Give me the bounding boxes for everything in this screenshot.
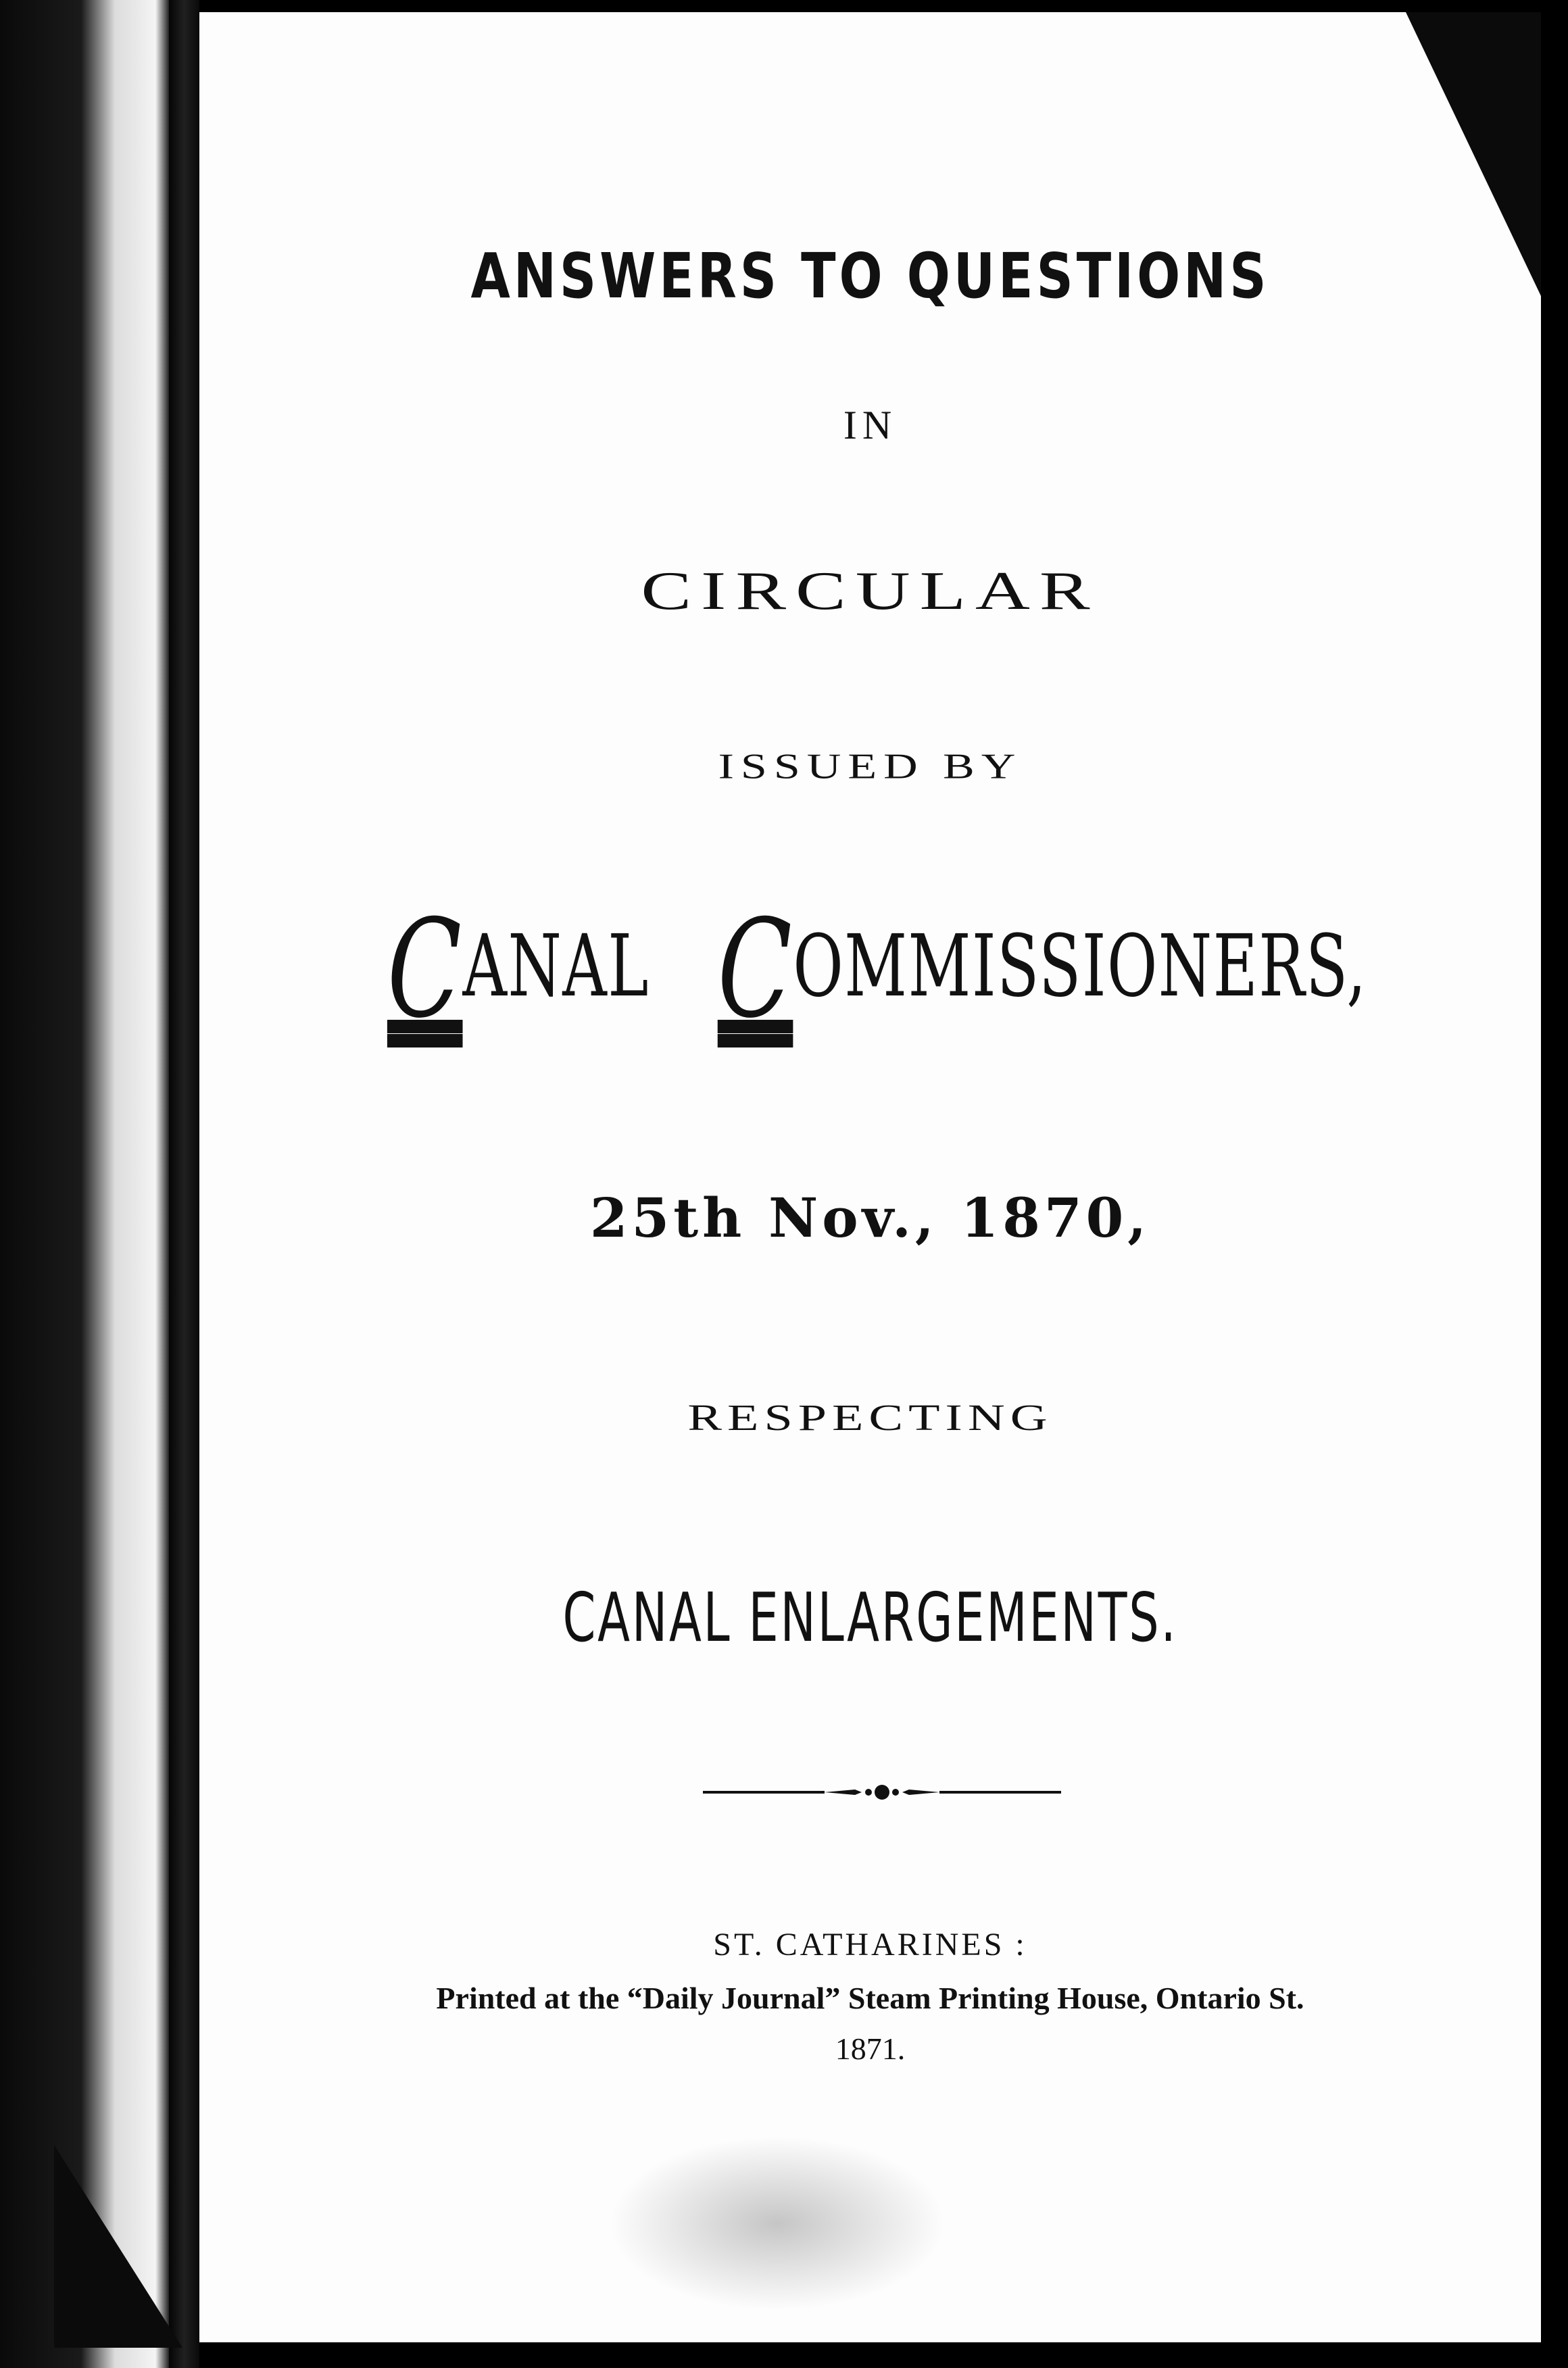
- commissioners-word-rest: OMMISSIONERS,: [793, 916, 1367, 1016]
- left-book-edge: [0, 0, 169, 2368]
- title-line-answers: ANSWERS TO QUESTIONS: [470, 240, 1270, 312]
- title-line-canal-commissioners: [387, 891, 1367, 1048]
- book-spine: [169, 0, 199, 2368]
- canal-word-rest: ANAL: [462, 916, 650, 1016]
- page-smudge: [608, 2136, 946, 2311]
- torn-corner: [54, 2145, 182, 2348]
- imprint-year: 1871.: [835, 2031, 906, 2066]
- title-line-in: IN: [843, 403, 898, 447]
- title-line-circular: CIRCULAR: [641, 560, 1100, 621]
- title-line-issued-by: ISSUED BY: [718, 747, 1023, 787]
- dog-ear-corner: [1406, 12, 1541, 296]
- ornamental-rule: [703, 1784, 1061, 1800]
- ornamental-initial-commissioners: C: [717, 891, 793, 1048]
- imprint-printer: Printed at the “Daily Journal” Steam Printing House, Ontario St.: [436, 1981, 1304, 2015]
- ornamental-initial-canal: C: [387, 891, 463, 1048]
- imprint-place: ST. CATHARINES :: [713, 1927, 1027, 1963]
- title-line-canal-enlargements: CANAL ENLARGEMENTS.: [562, 1578, 1178, 1657]
- title-line-respecting: RESPECTING: [687, 1397, 1053, 1439]
- title-line-date: 25th Nov., 1870,: [589, 1186, 1151, 1250]
